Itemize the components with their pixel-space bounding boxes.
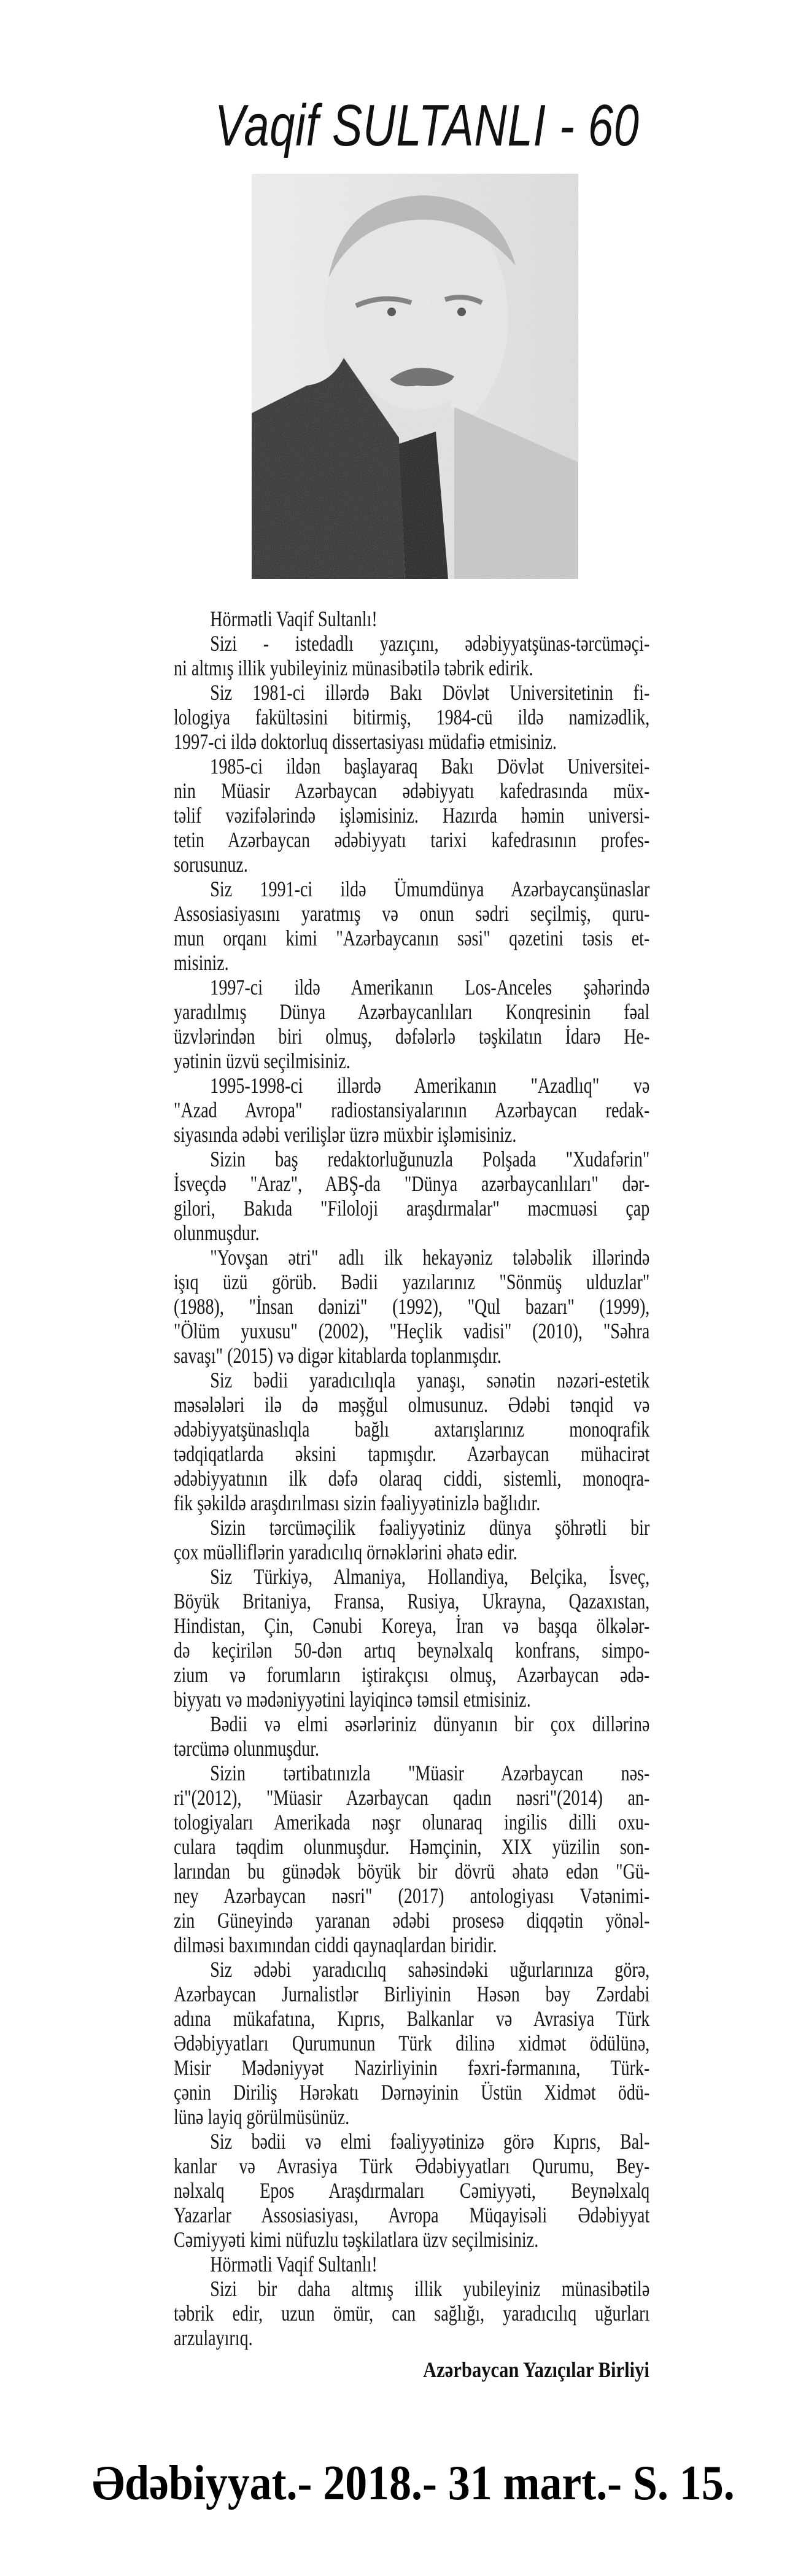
paragraph-line: lologiya fakültəsini bitirmiş, 1984-cü ildə namizədlik, (174, 705, 650, 729)
paragraph-line: zin Güneyində yaranan ədəbi prosesə diqqətin yönəl- (174, 1908, 650, 1933)
paragraph-line: culara təqdim olunmuşdur. Həmçinin, XIX yüzilin son- (174, 1834, 650, 1859)
paragraph-first-line: "Yovşan ətri" adlı ilk hekayəniz tələbəlik illərində (210, 1245, 650, 1270)
paragraph-line: larından bu günədək böyük bir dövrü əhatə edən "Gü- (174, 1859, 650, 1884)
paragraph-first-line: Sizin tərtibatınızla "Müasir Azərbaycan nəs- (210, 1761, 650, 1785)
paragraph-line: nəlxalq Epos Araşdırmaları Cəmiyyəti, Beynəlxalq (174, 2178, 650, 2203)
paragraph-line: "Azad Avropa" radiostansiyalarının Azərbaycan redak- (174, 1098, 650, 1122)
paragraph-line: İsveçdə "Araz", ABŞ-da "Dünya azərbaycanlıları" dər- (174, 1171, 650, 1196)
paragraph-line: Hindistan, Çin, Cənubi Koreya, İran və başqa ölkələr- (174, 1613, 650, 1638)
paragraph-first-line: Siz bədii və elmi fəaliyyətinizə görə Kıprıs, Bal- (210, 2129, 650, 2154)
paragraph-line: Azərbaycan Jurnalistlər Birliyinin Həsən bəy Zərdabi (174, 1982, 650, 2006)
paragraph-line: tologiyaları Amerikada nəşr olunaraq ingilis dilli oxu- (174, 1810, 650, 1834)
paragraph-line: yətinin üzvü seçilmisiniz. (174, 1049, 351, 1073)
paragraph-line: (1988), "İnsan dənizi" (1992), "Qul bazarı" (1999), (174, 1294, 650, 1319)
paragraph-line: üzvlərindən biri olmuş, dəfələrlə təşkilatın İdarə He- (174, 1024, 650, 1049)
paragraph-line: zium və forumların iştirakçısı olmuş, Azərbaycan ədə- (174, 1662, 650, 1687)
paragraph-line: tetin Azərbaycan ədəbiyyatı tarixi kafedrasının profes- (174, 828, 650, 852)
paragraph-line: sorusunuz. (174, 852, 248, 877)
paragraph-line: adına mükafatına, Kıprıs, Balkanlar və Avrasiya Türk (174, 2006, 650, 2031)
paragraph-line: Misir Mədəniyyət Nazirliyinin fəxri-fərmanına, Türk- (174, 2055, 650, 2080)
source-citation: Ədəbiyyat.- 2018.- 31 mart.- S. 15. (92, 2456, 735, 2510)
paragraph-line: tədqiqatlarda əksini tapmışdır. Azərbaycan mühacirət (174, 1441, 650, 1466)
paragraph-line: biyyatı və mədəniyyətini layiqincə təmsil etmisiniz. (174, 1687, 531, 1712)
paragraph-line: savaşı" (2015) və digər kitablarda toplanmışdır. (174, 1343, 502, 1368)
paragraph-line: təlif vəzifələrində işləmisiniz. Hazırda həmin universi- (174, 803, 650, 828)
paragraph-first-line: Sizi bir daha altmış illik yubileyiniz münasibətilə (210, 2276, 650, 2301)
paragraph-line: lünə layiq görülmüsünüz. (174, 2105, 350, 2129)
paragraph-first-line: Sizin baş redaktorluğunuzla Polşada "Xudafərin" (210, 1147, 650, 1171)
paragraph-line: dilməsi baxımından ciddi qaynaqlardan biridir. (174, 1933, 497, 1957)
paragraph-line: ni altmış illik yubileyiniz münasibətilə təbrik edirik. (174, 656, 533, 680)
paragraph-line: tərcümə olunmuşdur. (174, 1736, 320, 1761)
paragraph-first-line: Siz 1981-ci illərdə Bakı Dövlət Universitetinin fi- (210, 680, 650, 705)
paragraph-line: təbrik edir, uzun ömür, can sağlığı, yaradıcılıq uğurları (174, 2301, 650, 2326)
paragraph-line: çənin Diriliş Hərəkatı Dərnəyinin Üstün Xidmət ödü- (174, 2080, 650, 2105)
paragraph-line: Ədəbiyyatları Qurumunun Türk dilinə xidmət ödülünə, (174, 2031, 650, 2055)
paragraph-line: "Ölüm yuxusu" (2002), "Heçlik vadisi" (2010), "Səhra (174, 1319, 650, 1343)
article-title: Vaqif SULTANLI - 60 (215, 93, 640, 158)
paragraph-first-line: 1995-1998-ci illərdə Amerikanın "Azadlıq" və (210, 1073, 650, 1098)
paragraph-line: ədəbiyyatının ilk dəfə olaraq ciddi, sistemli, monoqra- (174, 1466, 650, 1491)
paragraph-line: olunmuşdur. (174, 1220, 260, 1245)
paragraph-first-line: Hörmətli Vaqif Sultanlı! (210, 607, 378, 631)
paragraph-line: Cəmiyyəti kimi nüfuzlu təşkilatlara üzv seçilmisiniz. (174, 2227, 539, 2252)
paragraph-first-line: Siz ədəbi yaradıcılıq sahəsindəki uğurlarınıza görə, (210, 1957, 650, 1982)
portrait-photo (252, 174, 578, 579)
paragraph-line: Böyük Britaniya, Fransa, Rusiya, Ukrayna, Qazaxıstan, (174, 1589, 650, 1613)
paragraph-line: kanlar və Avrasiya Türk Ədəbiyyatları Qurumu, Bey- (174, 2154, 650, 2178)
article-text (174, 607, 649, 2350)
paragraph-line: işıq üzü görüb. Bədii yazılarınız "Sönmüş ulduzlar" (174, 1270, 650, 1294)
paragraph-line: ədəbiyyatşünaslıqla bağlı axtarışlarınız monoqrafik (174, 1417, 650, 1441)
paragraph-first-line: 1997-ci ildə Amerikanın Los-Anceles şəhərində (210, 975, 650, 999)
paragraph-line: də keçirilən 50-dən artıq beynəlxalq konfrans, simpo- (174, 1638, 650, 1662)
paragraph-line: gilori, Bakıda "Filoloji araşdırmalar" məcmuəsi çap (174, 1196, 650, 1220)
paragraph-line: Assosiasiyasını yaratmış və onun sədri seçilmiş, quru- (174, 901, 650, 926)
paragraph-first-line: Sizin tərcüməçilik fəaliyyətiniz dünya şöhrətli bir (210, 1515, 650, 1540)
paragraph-first-line: Hörmətli Vaqif Sultanlı! (210, 2252, 378, 2276)
paragraph-first-line: Sizi - istedadlı yazıçını, ədəbiyyatşünas-tərcüməçi- (210, 631, 650, 656)
paragraph-line: Yazarlar Assosiasiyası, Avropa Müqayisəli Ədəbiyyat (174, 2203, 650, 2227)
signature: Azərbaycan Yazıçılar Birliyi (423, 2357, 649, 2382)
paragraph-first-line: Siz bədii yaradıcılıqla yanaşı, sənətin nəzəri-estetik (210, 1368, 650, 1392)
paragraph-line: ri"(2012), "Müasir Azərbaycan qadın nəsri"(2014) an- (174, 1785, 650, 1810)
paragraph-line: yaradılmış Dünya Azərbaycanlıları Konqresinin fəal (174, 999, 650, 1024)
article-body (174, 607, 649, 2350)
paragraph-first-line: Siz 1991-ci ildə Ümumdünya Azərbaycanşünaslar (210, 877, 650, 901)
paragraph-first-line: 1985-ci ildən başlayaraq Bakı Dövlət Universitei- (210, 754, 650, 778)
paragraph-line: məsələləri ilə də məşğul olmusunuz. Ədəbi tənqid və (174, 1392, 650, 1417)
paragraph-line: siyasında ədəbi verilişlər üzrə müxbir işləmisiniz. (174, 1122, 517, 1147)
paragraph-line: fik şəkildə araşdırılması sizin fəaliyyətinizlə bağlıdır. (174, 1491, 541, 1515)
paragraph-line: mun orqanı kimi "Azərbaycanın səsi" qəzetini təsis et- (174, 926, 650, 950)
paragraph-line: 1997-ci ildə doktorluq dissertasiyası müdafiə etmisiniz. (174, 729, 557, 754)
paragraph-line: çox müəlliflərin yaradıcılıq örnəklərini əhatə edir. (174, 1540, 517, 1564)
paragraph-first-line: Bədii və elmi əsərləriniz dünyanın bir çox dillərinə (210, 1712, 650, 1736)
paragraph-first-line: Siz Türkiyə, Almaniya, Hollandiya, Belçika, İsveç, (210, 1564, 650, 1589)
paragraph-line: misiniz. (174, 950, 229, 975)
paragraph-line: nin Müasir Azərbaycan ədəbiyyatı kafedrasında müx- (174, 778, 650, 803)
paragraph-line: ney Azərbaycan nəsri" (2017) antologiyası Vətənimi- (174, 1884, 650, 1908)
paragraph-line: arzulayırıq. (174, 2326, 253, 2350)
